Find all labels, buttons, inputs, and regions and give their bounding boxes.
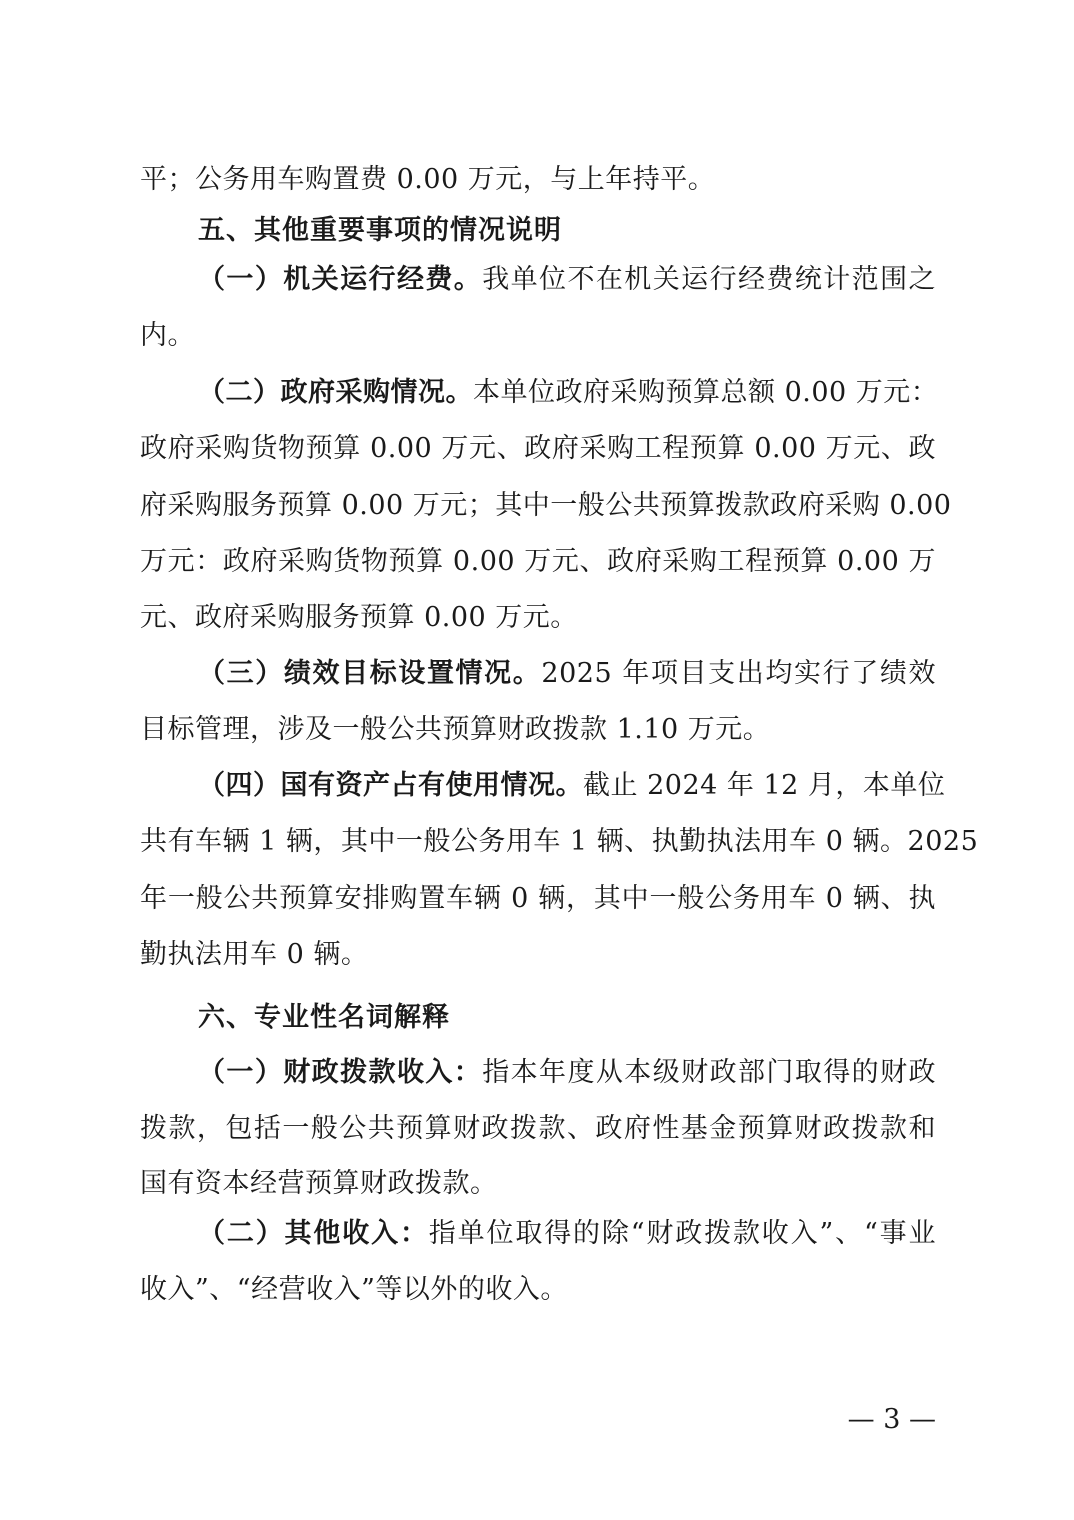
paragraph-lead: （一）财政拨款收入： [198,1057,483,1088]
text-line: 万元：政府采购货物预算 0.00 万元、政府采购工程预算 0.00 万 [140,546,936,577]
text-line: 共有车辆 1 辆，其中一般公务用车 1 辆、执勤执法用车 0 辆。2025 [140,826,979,857]
text-line: 目标管理，涉及一般公共预算财政拨款 1.10 万元。 [140,714,771,745]
paragraph-lead: （四）国有资产占有使用情况。 [198,770,583,801]
text-line: 国有资本经营预算财政拨款。 [140,1168,498,1199]
text-line: 平；公务用车购置费 0.00 万元，与上年持平。 [140,164,716,195]
paragraph-text: 截止 2024 年 12 月，本单位 [583,770,946,801]
paragraph-lead: （三）绩效目标设置情况。 [198,658,542,689]
paragraph-text: 指本年度从本级财政部门取得的财政 [482,1057,937,1088]
paragraph-text: 2025 年项目支出均实行了绩效 [541,658,937,689]
text-line: 收入”、“经营收入”等以外的收入。 [140,1274,568,1305]
paragraph-lead: （二）其他收入： [198,1218,429,1249]
paragraph-first-line [198,766,946,806]
paragraph-first-line [198,1214,936,1254]
section-heading-6: 六、专业性名词解释 [198,1002,450,1033]
text-line: 年一般公共预算安排购置车辆 0 辆，其中一般公务用车 0 辆、执 [140,883,936,914]
section-heading-5: 五、其他重要事项的情况说明 [198,215,562,246]
text-line: 勤执法用车 0 辆。 [140,939,369,970]
paragraph-lead: （二）政府采购情况。 [198,377,473,408]
paragraph-first-line [198,654,936,694]
text-line: 内。 [140,320,195,351]
paragraph-lead: （一）机关运行经费。 [198,264,483,295]
page-number: — 3 — [847,1404,936,1435]
text-line: 政府采购货物预算 0.00 万元、政府采购工程预算 0.00 万元、政 [140,433,936,464]
paragraph-first-line [198,1053,936,1093]
paragraph-text: 本单位政府采购预算总额 0.00 万元： [473,377,939,408]
text-line: 元、政府采购服务预算 0.00 万元。 [140,602,578,633]
paragraph-first-line [198,373,939,413]
paragraph-text: 我单位不在机关运行经费统计范围之 [482,264,937,295]
text-line: 府采购服务预算 0.00 万元；其中一般公共预算拨款政府采购 0.00 [140,490,952,521]
text-line: 拨款，包括一般公共预算财政拨款、政府性基金预算财政拨款和 [140,1113,936,1144]
paragraph-text: 指单位取得的除“财政拨款收入”、“事业 [428,1218,936,1249]
paragraph-first-line [198,260,936,300]
